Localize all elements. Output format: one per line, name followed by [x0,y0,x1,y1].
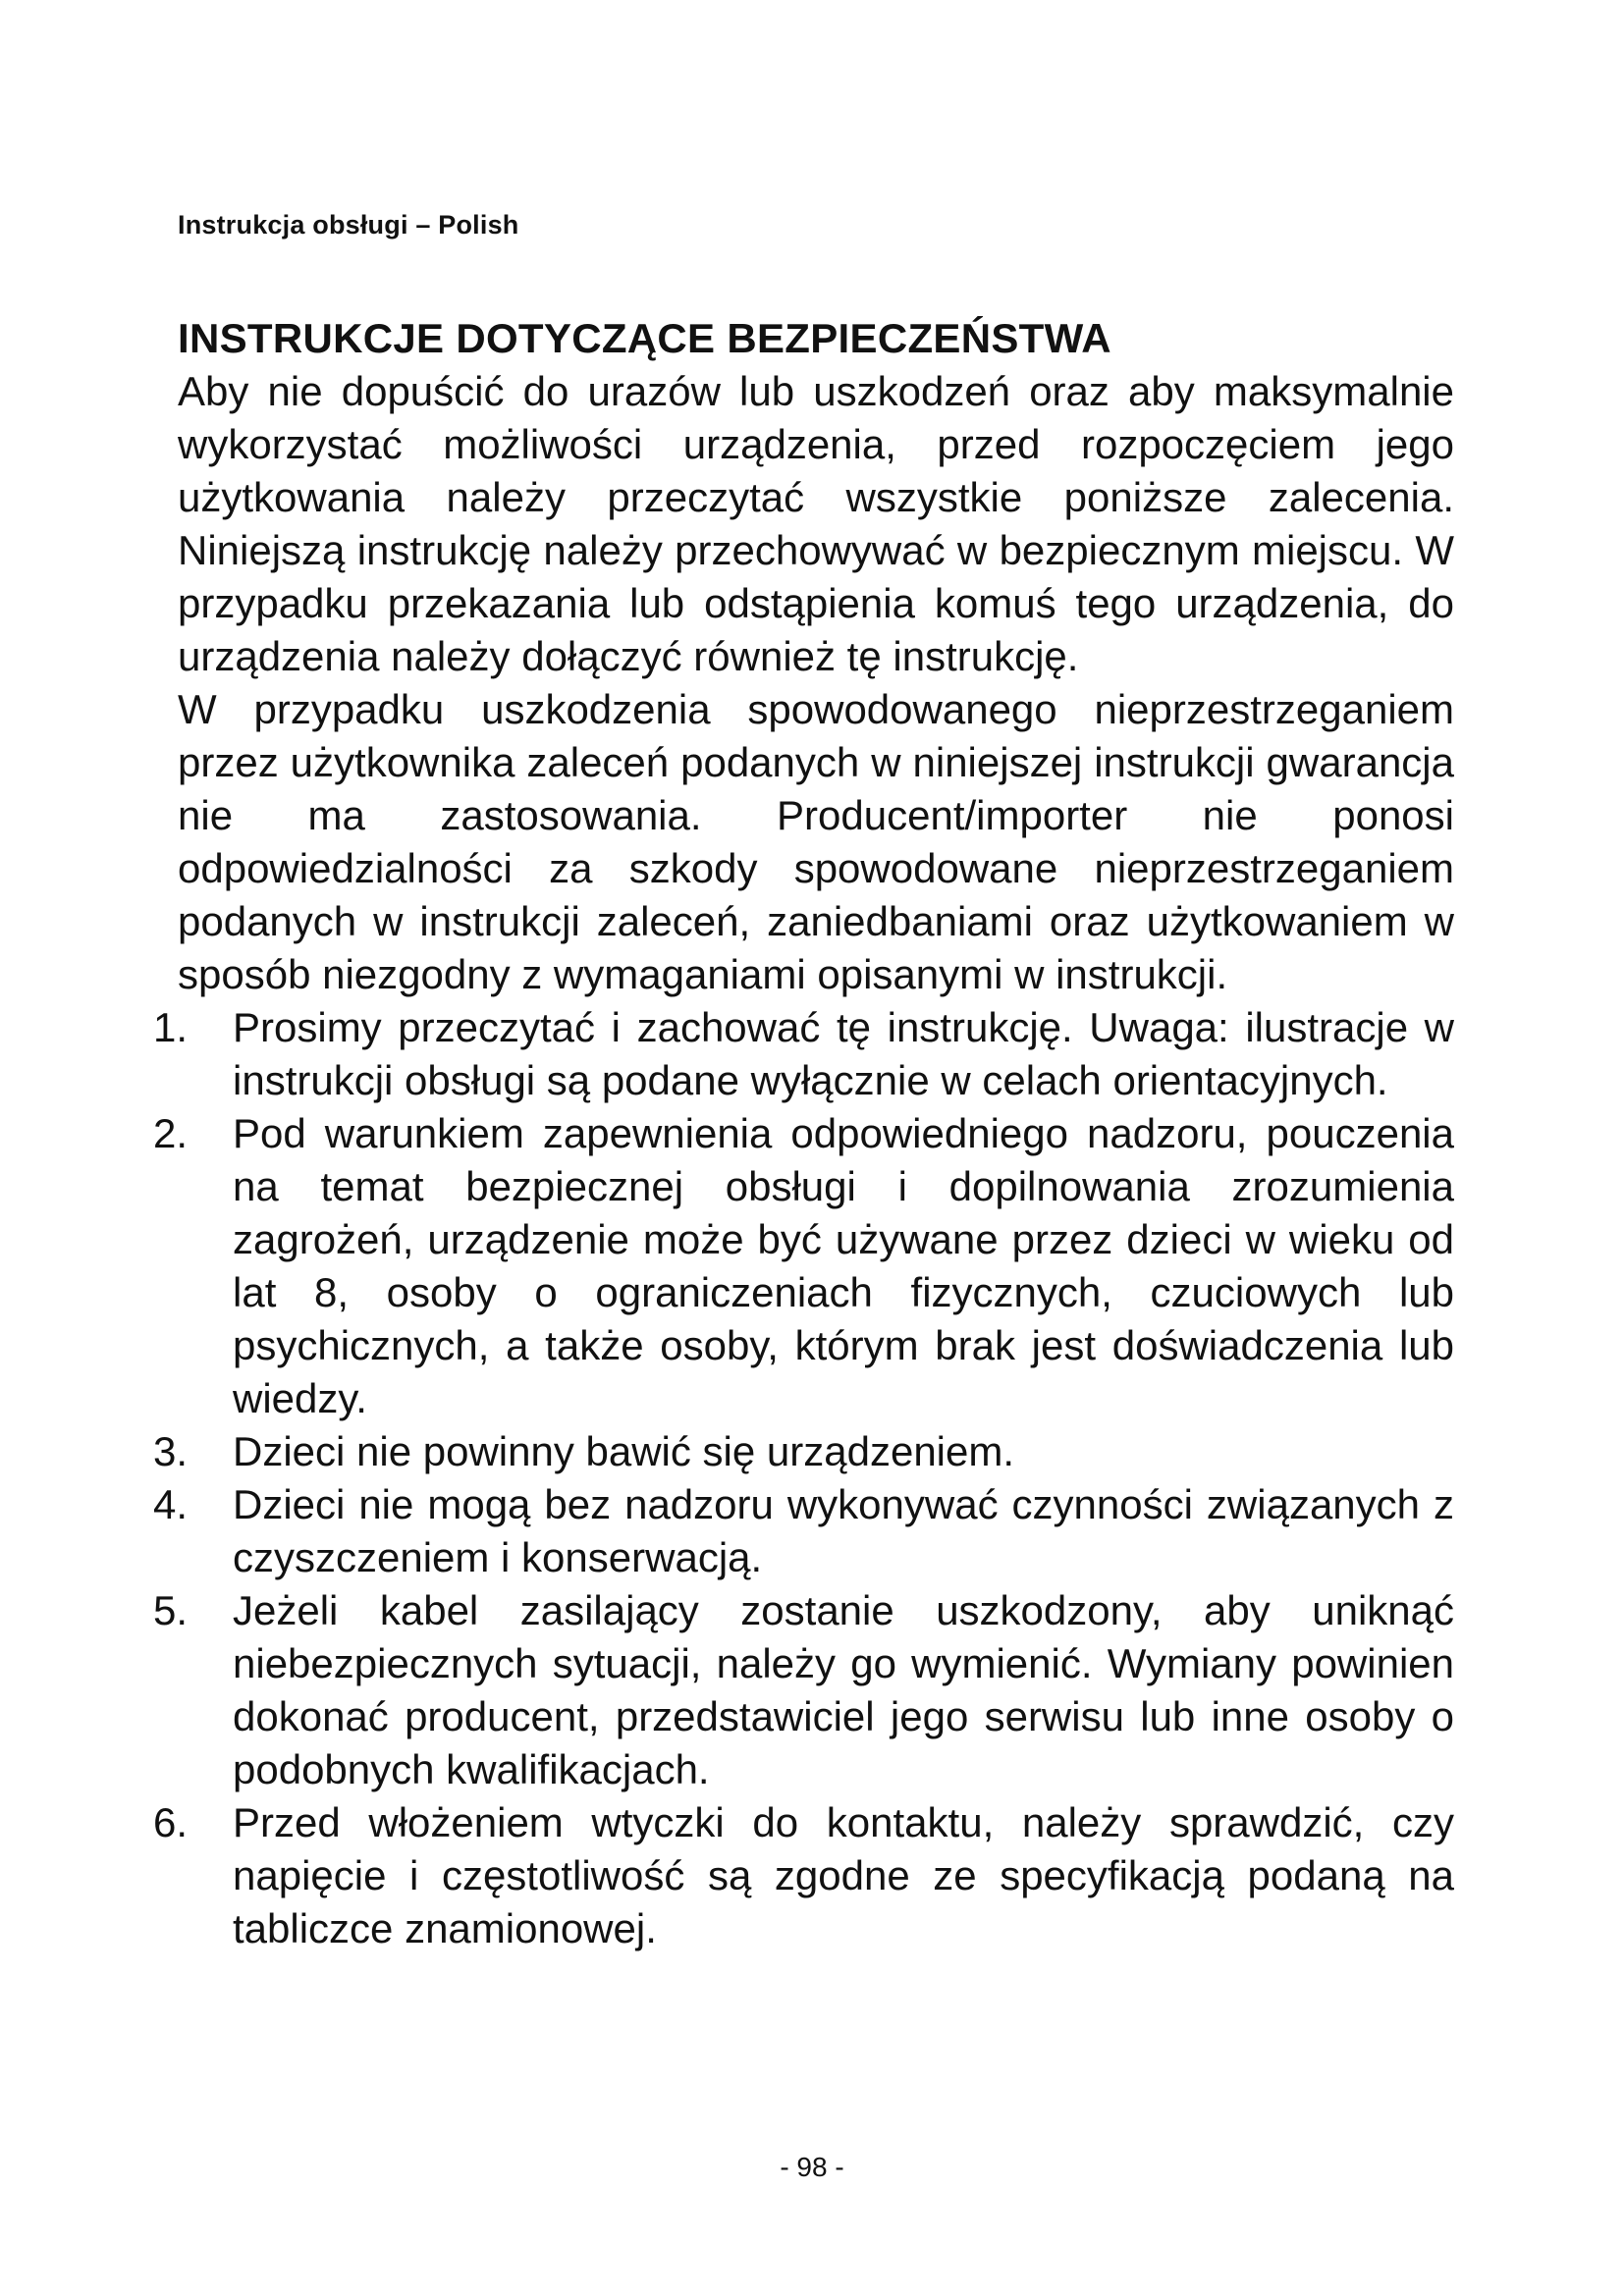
list-item-text: Prosimy przeczytać i zachować tę instrukcję. Uwaga: ilustracje w instrukcji obsługi są podane wyłącznie w celach orientacyjnych. [233,1004,1454,1103]
list-item-number: 4. [153,1481,189,1527]
list-item-number: 5. [153,1587,189,1633]
warranty-paragraph: W przypadku uszkodzenia spowodowanego nieprzestrzeganiem przez użytkownika zaleceń podanych w niniejszej instrukcji gwarancja nie ma zastosowania. Producent/importer nie ponosi odpowiedzialności za szkody spowodowane nieprzestrzeganiem podanych w instrukcji zaleceń, zaniedbaniami oraz użytkowaniem w sposób niezgodny z wymaganiami opisanymi w instrukcji. [178,686,1454,997]
list-item-number: 3. [153,1428,189,1474]
list-item-text: Dzieci nie mogą bez nadzoru wykonywać czynności związanych z czyszczeniem i konserwacją. [233,1481,1454,1580]
list-item [153,1478,1454,1584]
page-number: - 98 - [780,2152,844,2182]
safety-section [153,312,1454,1955]
list-item [153,1425,1454,1478]
list-item [153,1001,1454,1107]
list-item [153,1796,1454,1955]
list-item-number: 1. [153,1004,189,1050]
list-item-number: 2. [153,1110,189,1156]
list-item-number: 6. [153,1799,189,1845]
safety-warnings-list [153,1001,1454,1955]
intro-paragraph: Aby nie dopuścić do urazów lub uszkodzeń oraz aby maksymalnie wykorzystać możliwości urządzenia, przed rozpoczęciem jego użytkowania należy przeczytać wszystkie poniższe zalecenia. Niniejszą instrukcję należy przechowywać w bezpiecznym miejscu. W przypadku przekazania lub odstąpienia komuś tego urządzenia, do urządzenia należy dołączyć również tę instrukcję. [178,368,1454,679]
section-title: INSTRUKCJE DOTYCZĄCE BEZPIECZEŃSTWA [178,315,1111,361]
list-item [153,1107,1454,1425]
list-item-text: Dzieci nie powinny bawić się urządzeniem. [233,1428,1015,1474]
list-item-text: Przed włożeniem wtyczki do kontaktu, należy sprawdzić, czy napięcie i częstotliwość są zgodne ze specyfikacją podaną na tabliczce znamionowej. [233,1799,1454,1951]
running-header: Instrukcja obsługi – Polish [178,210,519,240]
list-item-text: Jeżeli kabel zasilający zostanie uszkodzony, aby uniknąć niebezpiecznych sytuacji, należy go wymienić. Wymiany powinien dokonać producent, przedstawiciel jego serwisu lub inne osoby o podobnych kwalifikacjach. [233,1587,1454,1792]
list-item-text: Pod warunkiem zapewnienia odpowiedniego nadzoru, pouczenia na temat bezpiecznej obsługi i dopilnowania zrozumienia zagrożeń, urządzenie może być używane przez dzieci w wieku od lat 8, osoby o ograniczeniach fizycznych, czuciowych lub psychicznych, a także osoby, którym brak jest doświadczenia lub wiedzy. [233,1110,1454,1421]
list-item [153,1584,1454,1796]
